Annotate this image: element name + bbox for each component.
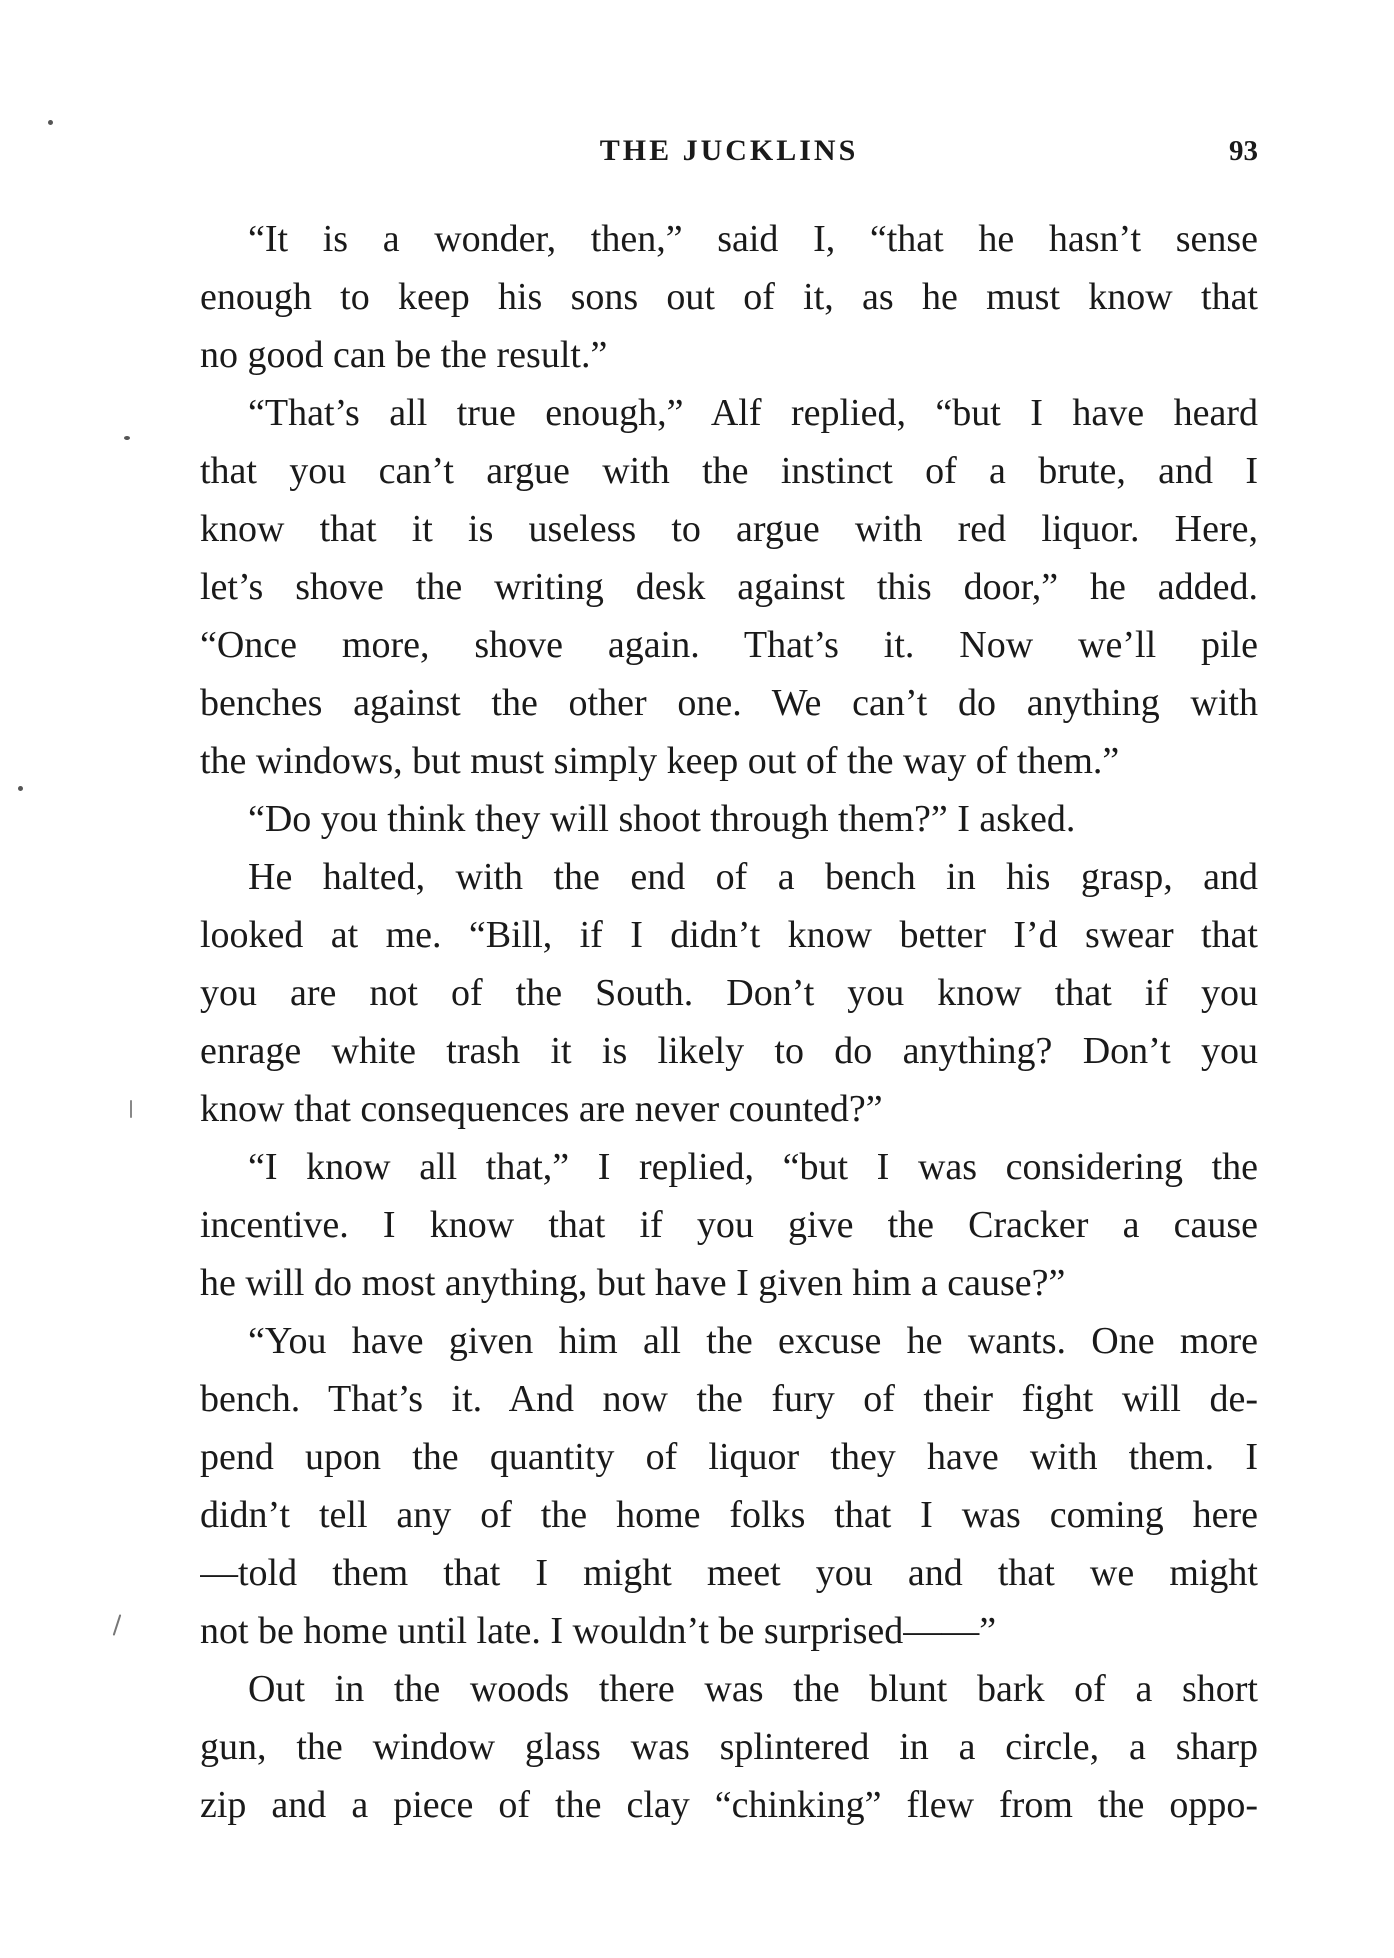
running-title: THE JUCKLINS bbox=[599, 134, 859, 167]
text-line: let’s shove the writing desk against this door,” he added. bbox=[200, 566, 1258, 608]
scan-speck bbox=[113, 1614, 122, 1636]
text-line: bench. That’s it. And now the fury of their fight will de- bbox=[200, 1378, 1258, 1420]
page-number: 93 bbox=[1229, 135, 1258, 167]
scan-speck bbox=[48, 120, 53, 125]
text-line: looked at me. “Bill, if I didn’t know better I’d swear that bbox=[200, 914, 1258, 956]
text-line: enough to keep his sons out of it, as he must know that bbox=[200, 276, 1258, 318]
text-line: Out in the woods there was the blunt bark of a short bbox=[248, 1668, 1258, 1710]
body-text bbox=[200, 210, 1258, 1834]
text-line: zip and a piece of the clay “chinking” flew from the oppo- bbox=[200, 1784, 1258, 1826]
text-line: incentive. I know that if you give the Cracker a cause bbox=[200, 1204, 1258, 1246]
text-line: he will do most anything, but have I given him a cause?” bbox=[200, 1262, 1066, 1304]
text-line: not be home until late. I wouldn’t be surprised——” bbox=[200, 1610, 997, 1652]
text-line: gun, the window glass was splintered in a circle, a sharp bbox=[200, 1726, 1258, 1768]
text-line: know that consequences are never counted?” bbox=[200, 1088, 883, 1130]
text-line: He halted, with the end of a bench in his grasp, and bbox=[248, 856, 1258, 898]
scan-speck bbox=[130, 1100, 132, 1118]
text-line: benches against the other one. We can’t do anything with bbox=[200, 682, 1258, 724]
text-line: the windows, but must simply keep out of the way of them.” bbox=[200, 740, 1120, 782]
scan-speck bbox=[124, 436, 130, 440]
text-line: “You have given him all the excuse he wants. One more bbox=[248, 1320, 1258, 1362]
text-line: no good can be the result.” bbox=[200, 334, 608, 376]
running-head bbox=[200, 126, 1258, 176]
text-line: you are not of the South. Don’t you know that if you bbox=[200, 972, 1258, 1014]
text-line: know that it is useless to argue with red liquor. Here, bbox=[200, 508, 1258, 550]
text-line: that you can’t argue with the instinct of a brute, and I bbox=[200, 450, 1258, 492]
text-line: didn’t tell any of the home folks that I was coming here bbox=[200, 1494, 1258, 1536]
text-line: “Do you think they will shoot through them?” I asked. bbox=[248, 798, 1076, 840]
text-line: “Once more, shove again. That’s it. Now we’ll pile bbox=[200, 624, 1258, 666]
text-line: “It is a wonder, then,” said I, “that he hasn’t sense bbox=[248, 218, 1258, 260]
scan-speck bbox=[18, 786, 23, 791]
text-line: “I know all that,” I replied, “but I was considering the bbox=[248, 1146, 1258, 1188]
text-line: enrage white trash it is likely to do anything? Don’t you bbox=[200, 1030, 1258, 1072]
text-line: —told them that I might meet you and that we might bbox=[200, 1552, 1258, 1594]
text-line: “That’s all true enough,” Alf replied, “but I have heard bbox=[248, 392, 1258, 434]
text-line: pend upon the quantity of liquor they have with them. I bbox=[200, 1436, 1258, 1478]
